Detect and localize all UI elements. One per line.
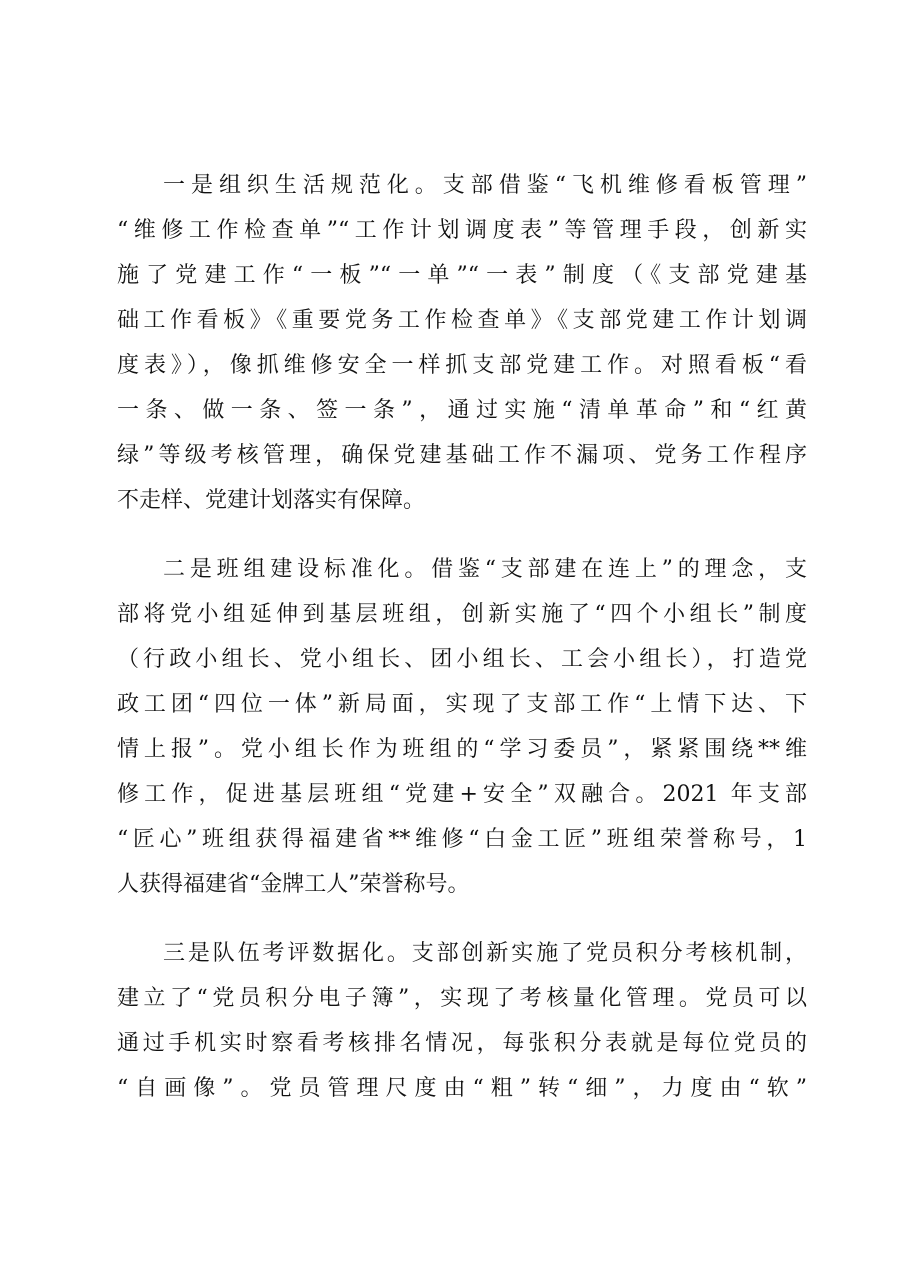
paragraph-line: “匠心”班组获得福建省**维修“白金工匠”班组荣誉称号，1 (117, 827, 807, 852)
paragraph-line: “维修工作检查单”“工作计划调度表”等管理手段，创新实 (117, 218, 807, 243)
paragraph-line: 三是队伍考评数据化。支部创新实施了党员积分考核机制， (163, 941, 807, 966)
paragraph-evaluation (117, 931, 807, 1111)
paragraph-line: 不走样、党建计划落实有保障。 (117, 488, 426, 513)
paragraph-line: 一条、做一条、签一条”，通过实施“清单革命”和“红黄 (117, 398, 807, 423)
paragraph-line: 础工作看板》《重要党务工作检查单》《支部党建工作计划调 (117, 308, 807, 333)
paragraph-line: 建立了“党员积分电子簿”，实现了考核量化管理。党员可以 (117, 986, 807, 1011)
paragraph-line: 一是组织生活规范化。支部借鉴“飞机维修看板管理” (163, 173, 807, 198)
paragraph-spacer (117, 907, 807, 931)
paragraph-line: 施了党建工作“一板”“一单”“一表”制度（《支部党建基 (117, 263, 807, 288)
paragraph-line: 政工团“四位一体”新局面，实现了支部工作“上情下达、下 (117, 692, 807, 717)
paragraph-spacer (117, 523, 807, 547)
paragraph-team-building (117, 547, 807, 907)
paragraph-line: 部将党小组延伸到基层班组，创新实施了“四个小组长”制度 (117, 602, 807, 627)
paragraph-line: 二是班组建设标准化。借鉴“支部建在连上”的理念，支 (163, 557, 807, 582)
paragraph-line: 情上报”。党小组长作为班组的“学习委员”，紧紧围绕**维 (117, 737, 807, 762)
paragraph-line: “自画像”。党员管理尺度由“粗”转“细”，力度由“软” (117, 1076, 807, 1101)
paragraph-line: 通过手机实时察看考核排名情况，每张积分表就是每位党员的 (117, 1031, 807, 1056)
document-body (117, 163, 807, 1111)
paragraph-line: 绿”等级考核管理，确保党建基础工作不漏项、党务工作程序 (117, 443, 807, 468)
paragraph-line: 人获得福建省“金牌工人”荣誉称号。 (117, 872, 470, 897)
paragraph-line: （行政小组长、党小组长、团小组长、工会小组长），打造党 (117, 647, 807, 672)
paragraph-organization-life (117, 163, 807, 523)
paragraph-line: 修工作，促进基层班组“党建+安全”双融合。2021 年支部 (117, 782, 807, 807)
paragraph-line: 度表》），像抓维修安全一样抓支部党建工作。对照看板“看 (117, 353, 807, 378)
